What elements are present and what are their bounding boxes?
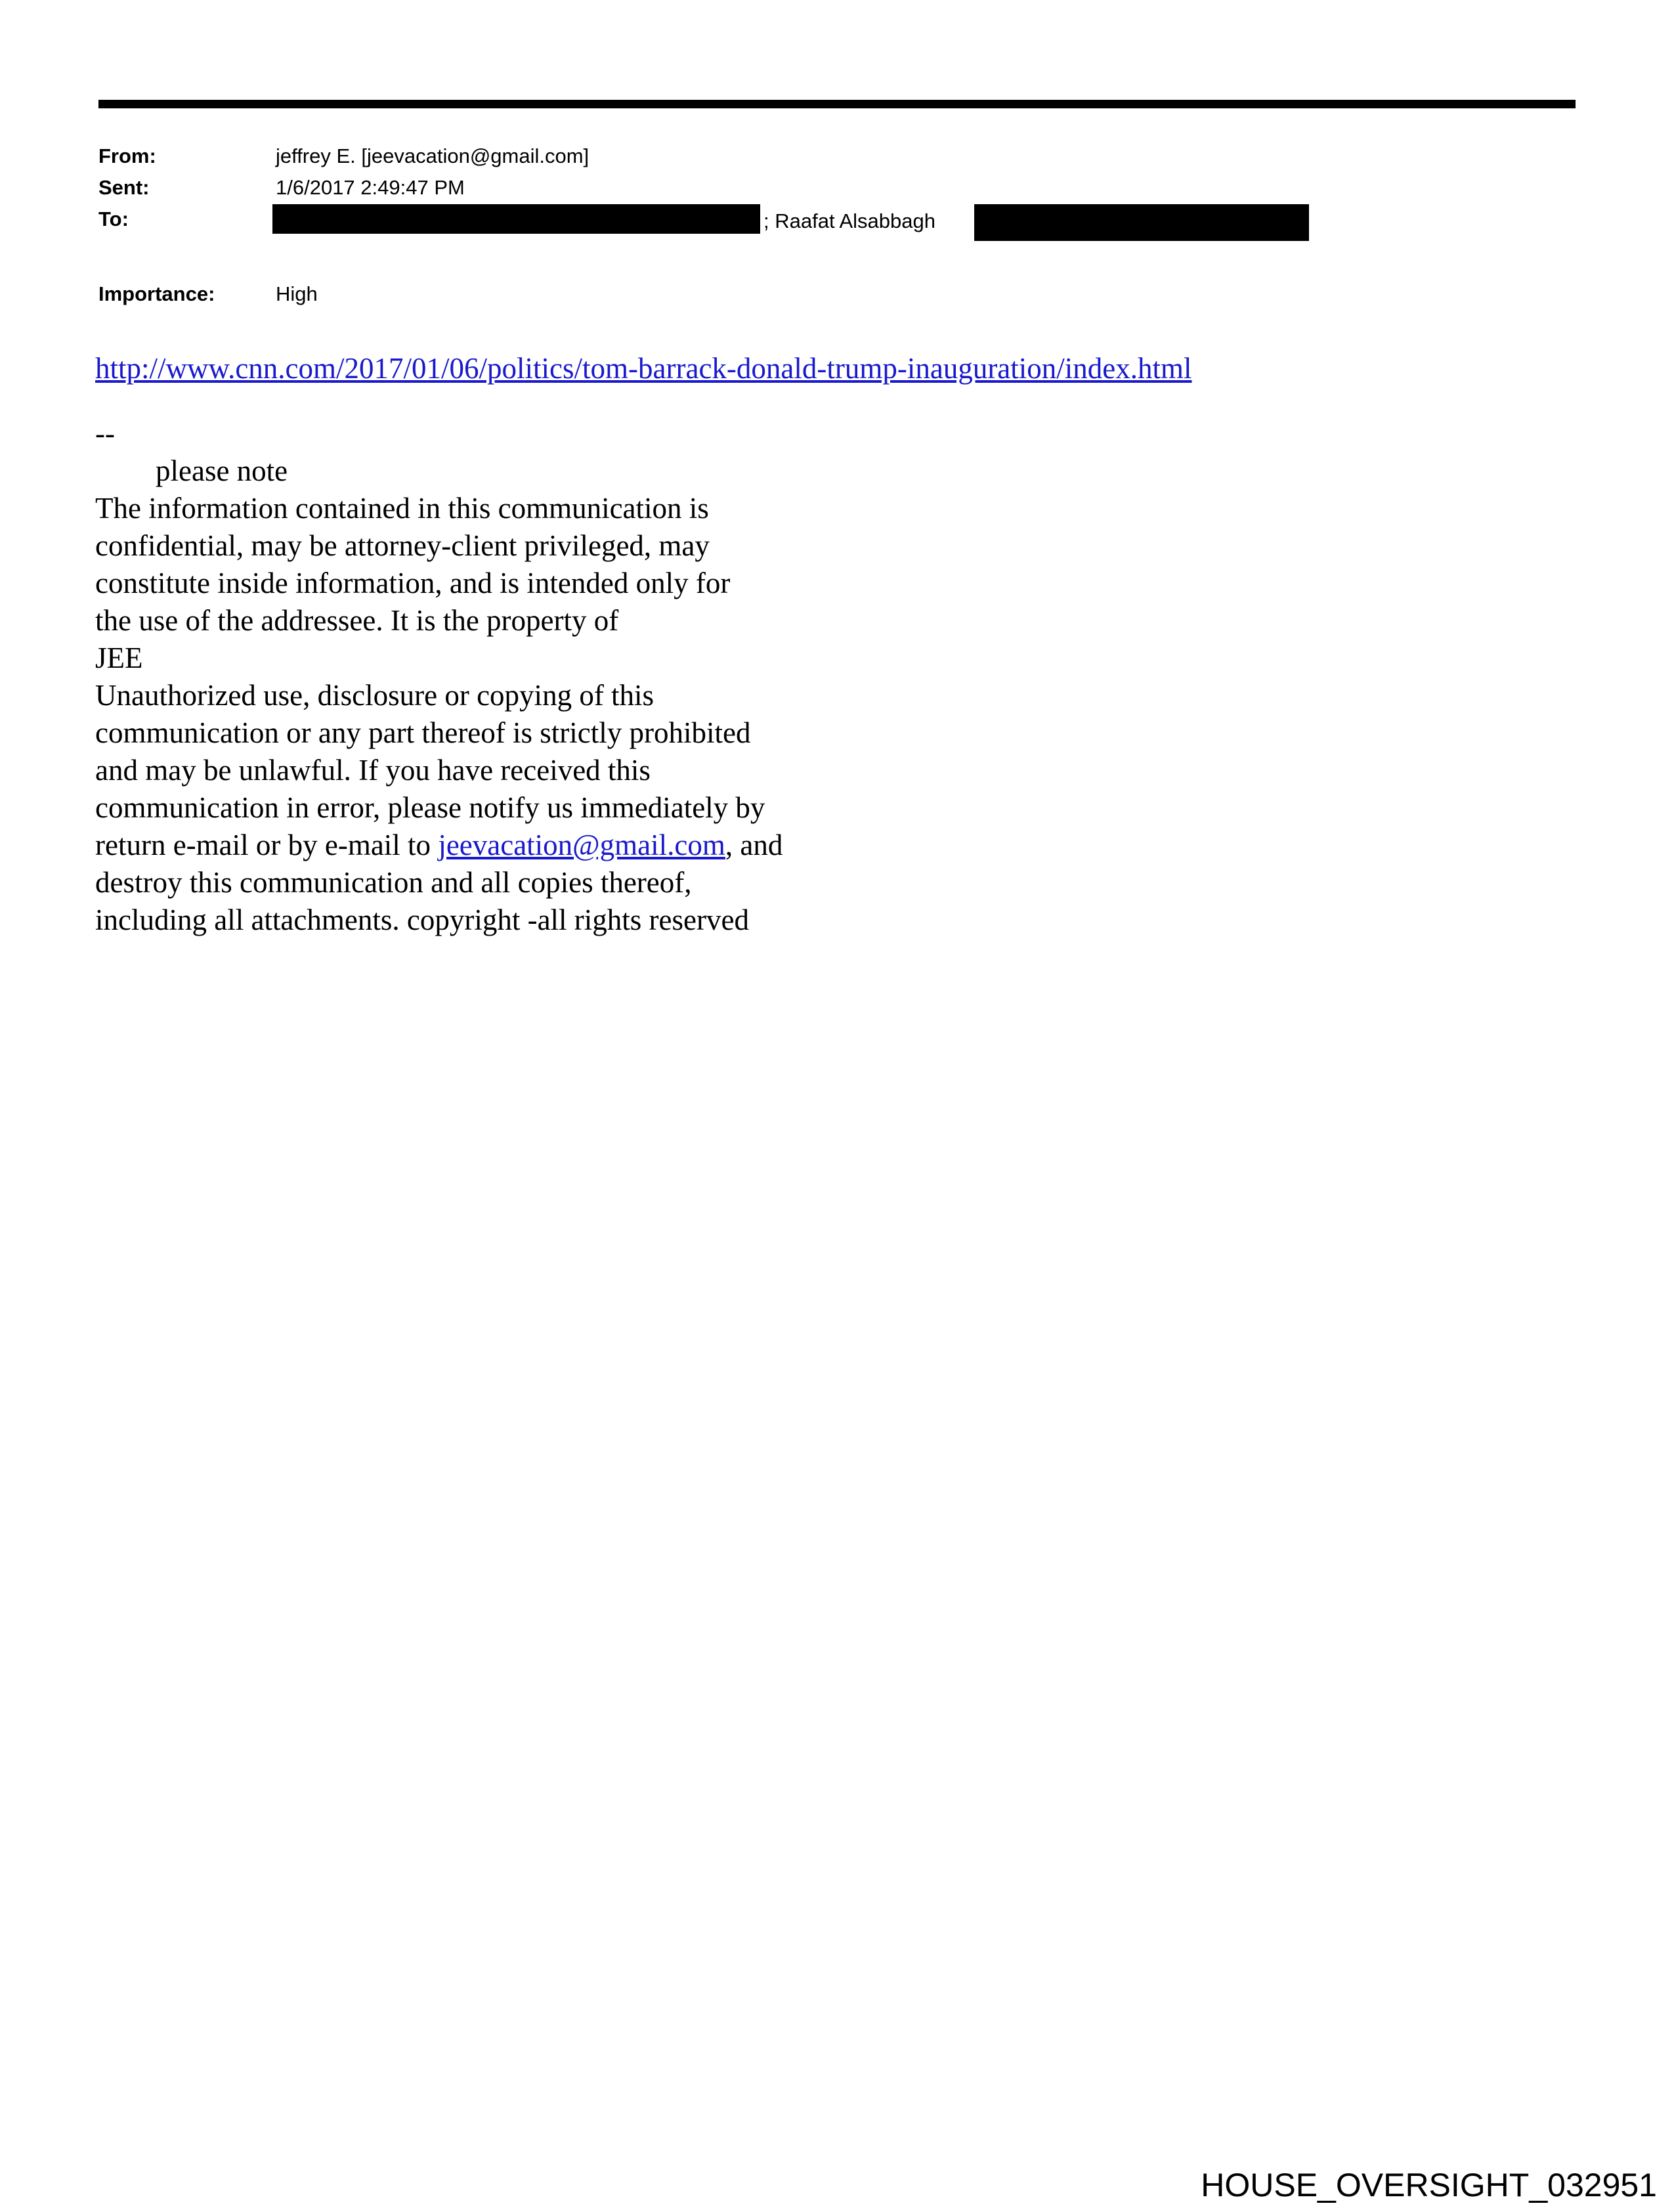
importance-label: Importance: xyxy=(98,282,215,305)
disclaimer-line: destroy this communication and all copies thereof, xyxy=(95,866,692,899)
sent-label: Sent: xyxy=(98,176,150,199)
email-body xyxy=(95,415,783,939)
from-value: jeffrey E. [jeevacation@gmail.com] xyxy=(276,144,590,167)
redaction-bar xyxy=(974,204,1309,241)
disclaimer-line: Unauthorized use, disclosure or copying of this xyxy=(95,679,655,712)
importance-value: High xyxy=(276,282,318,305)
disclaimer-line: The information contained in this communication is xyxy=(95,492,709,525)
disclaimer-line: JEE xyxy=(95,641,143,674)
note-heading: please note xyxy=(156,454,288,487)
disclaimer-line: constitute inside information, and is intended only for xyxy=(95,567,731,599)
from-label: From: xyxy=(98,144,156,167)
bates-number: HOUSE_OVERSIGHT_032951 xyxy=(1201,2167,1657,2203)
redaction-bar xyxy=(272,204,760,234)
disclaimer-link-pre: return e-mail or by e-mail to xyxy=(95,829,439,861)
disclaimer-line: communication in error, please notify us immediately by xyxy=(95,791,765,824)
reply-email-link[interactable]: jeevacation@gmail.com xyxy=(438,829,725,861)
article-url-line xyxy=(95,350,1192,387)
cnn-article-link[interactable]: http://www.cnn.com/2017/01/06/politics/tom-barrack-donald-trump-inauguration/index.html xyxy=(95,352,1192,385)
disclaimer-line: and may be unlawful. If you have received this xyxy=(95,754,651,787)
header-divider-rule xyxy=(98,100,1576,108)
disclaimer-line: confidential, may be attorney-client privileged, may xyxy=(95,529,710,562)
disclaimer-line: communication or any part thereof is strictly prohibited xyxy=(95,716,751,749)
email-header-importance-row xyxy=(98,281,318,307)
disclaimer-line: the use of the addressee. It is the property of xyxy=(95,604,619,637)
signature-divider: -- xyxy=(95,417,115,450)
email-header-to-row xyxy=(98,206,276,232)
sent-value: 1/6/2017 2:49:47 PM xyxy=(276,176,465,199)
to-label: To: xyxy=(98,207,129,230)
email-header-sent-row xyxy=(98,175,465,201)
disclaimer-line: including all attachments. copyright -all rights reserved xyxy=(95,903,749,936)
disclaimer-link-post: , and xyxy=(725,829,783,861)
disclaimer-link-line xyxy=(95,827,783,864)
email-header-from-row xyxy=(98,143,589,169)
to-recipient-text: ; Raafat Alsabbagh xyxy=(763,209,935,232)
